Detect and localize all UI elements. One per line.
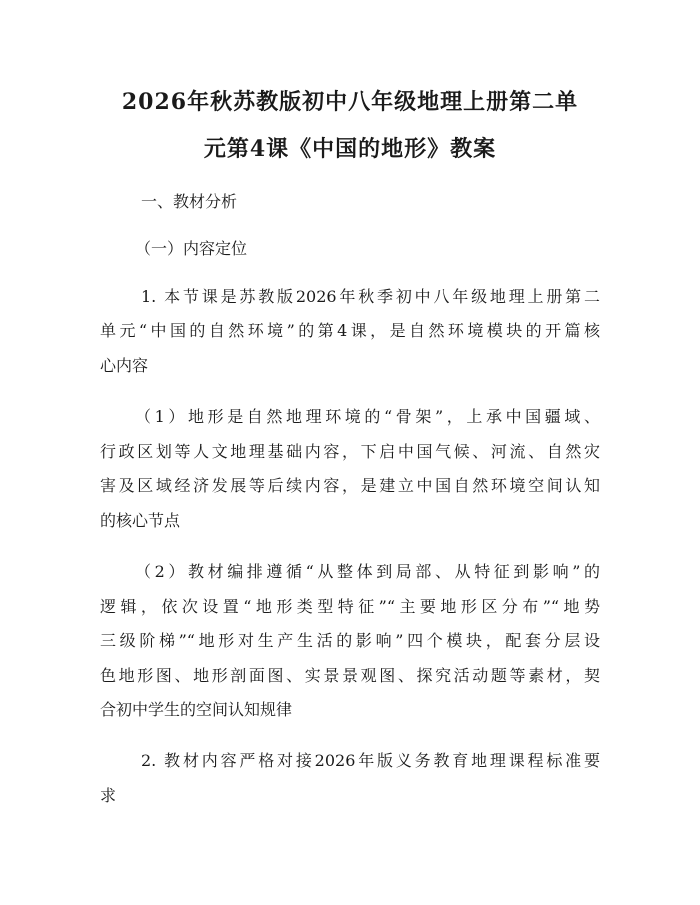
paragraph-1-line-3: 心内容 <box>100 356 149 375</box>
paragraph-4-line-2: 求 <box>100 786 117 805</box>
paragraph-4-line-1: 2. 教材内容严格对接2026年版义务教育地理课程标准要 <box>141 751 600 770</box>
subsection-heading: （一）内容定位 <box>135 239 248 258</box>
document-title-line-2: 元第4课《中国的地形》教案 <box>203 136 497 162</box>
paragraph-1-line-1: 1. 本节课是苏教版2026年秋季初中八年级地理上册第二 <box>141 287 600 306</box>
paragraph-3-line-5: 合初中学生的空间认知规律 <box>100 700 293 719</box>
paragraph-3-line-4: 色地形图、地形剖面图、实景景观图、探究活动题等素材，契 <box>100 666 600 685</box>
paragraph-2-line-1: （1）地形是自然地理环境的“骨架”，上承中国疆域、 <box>135 407 600 426</box>
document-title-line-1: 2026年秋苏教版初中八年级地理上册第二单 <box>121 89 579 115</box>
paragraph-3-line-2: 逻辑，依次设置“地形类型特征”“主要地形区分布”“地势 <box>100 597 600 616</box>
paragraph-2-line-2: 行政区划等人文地理基础内容，下启中国气候、河流、自然灾 <box>100 442 600 461</box>
paragraph-1-line-2: 单元“中国的自然环境”的第4课，是自然环境模块的开篇核 <box>100 321 600 340</box>
paragraph-3-line-3: 三级阶梯”“地形对生产生活的影响”四个模块，配套分层设 <box>100 631 600 650</box>
paragraph-3-line-1: （2）教材编排遵循“从整体到局部、从特征到影响”的 <box>135 562 600 581</box>
section-heading: 一、教材分析 <box>141 192 238 211</box>
paragraph-2-line-3: 害及区域经济发展等后续内容，是建立中国自然环境空间认知 <box>100 476 600 495</box>
paragraph-2-line-4: 的核心节点 <box>100 511 181 530</box>
